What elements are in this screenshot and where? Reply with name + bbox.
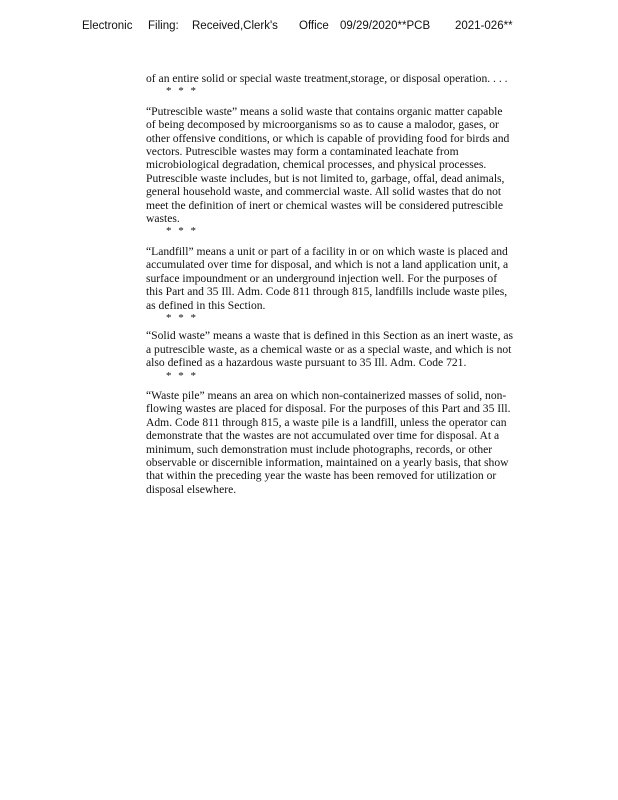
waste-pile-definition: “Waste pile” means an area on which non-containerized masses of solid, non-flowing wastes are placed for disposal. For the purposes of this Part and 35 Ill. Adm. Code 811 through 815, a waste pile is a landfill, unless the operator can demonstrate that the wastes are not accumulated over time for disposal. At a minimum, such demonstration must include photographs, records, or other observable or discernible information, maintained on a yearly basis, that show that within the preceding year the waste has been removed for utilization or disposal elsewhere.: [146, 388, 511, 496]
document-body: [146, 72, 514, 496]
landfill-definition: “Landfill” means a unit or part of a facility in or on which waste is placed and accumulated over time for disposal, and which is not a land application unit, a surface impoundment or an underground injection well. For the purposes of this Part and 35 Ill. Adm. Code 811 through 815, landfills include waste piles, as defined in this Section.: [146, 244, 509, 312]
filing-header: [0, 20, 618, 36]
section-separator: * * *: [166, 85, 198, 98]
header-electronic: Electronic: [82, 20, 133, 32]
section-separator: * * *: [166, 369, 198, 382]
header-office: Office: [299, 20, 329, 32]
header-received: Received,Clerk's: [192, 20, 278, 32]
header-date-code: 09/29/2020**PCB: [340, 20, 431, 32]
header-case-number: 2021-026**: [455, 20, 513, 32]
intro-paragraph: of an entire solid or special waste treatment,storage, or disposal operation. . . .: [146, 72, 508, 85]
solid-waste-definition: “Solid waste” means a waste that is defined in this Section as an inert waste, as a putrescible waste, as a chemical waste or as a special waste, and which is not also defined as a hazardous waste pursuant to 35 Ill. Adm. Code 721.: [146, 329, 514, 370]
section-separator: * * *: [166, 225, 198, 238]
header-filing: Filing:: [148, 20, 179, 32]
section-separator: * * *: [166, 311, 198, 324]
putrescible-waste-definition: “Putrescible waste” means a solid waste that contains organic matter capable of being decomposed by microorganisms so as to cause a malodor, gases, or other offensive conditions, or which is capable of providing food for birds and vectors. Putrescible wastes may form a contaminated leachate from microbiological degradation, chemical processes, and physical processes. Putrescible waste includes, but is not limited to, garbage, offal, dead animals, general household waste, and commercial waste. All solid wastes that do not meet the definition of inert or chemical wastes will be considered putrescible wastes.: [146, 104, 510, 226]
